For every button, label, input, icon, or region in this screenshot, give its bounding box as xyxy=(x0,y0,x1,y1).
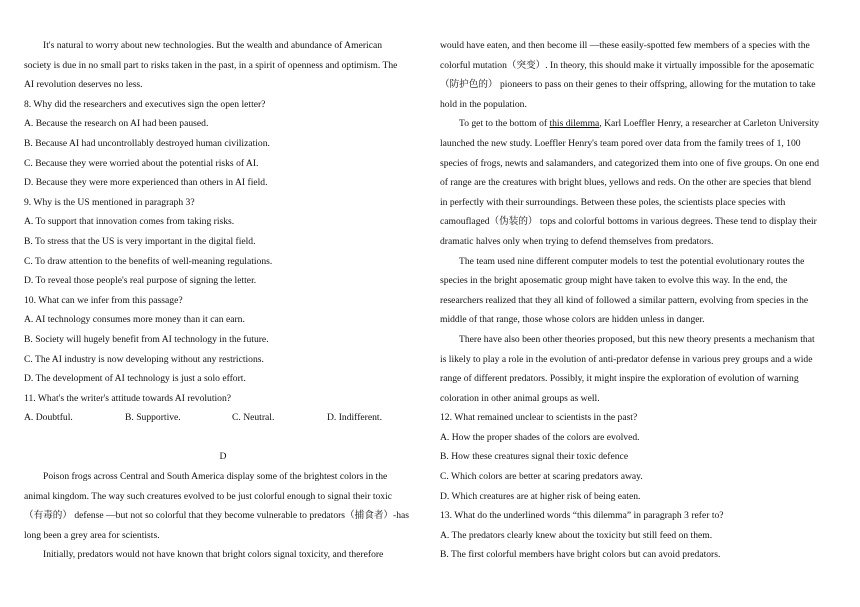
paragraph-line: would have eaten, and then become ill —these easily-spotted few members of a species with the xyxy=(440,40,810,51)
paragraph-line: species of frogs, newts and salamanders, and categorized them into one of five groups. On one end xyxy=(440,157,820,169)
paragraph-line: is likely to play a role in the evolution of anti-predator defense in various prey groups and a wide xyxy=(440,353,813,365)
paragraph-line: dramatic halves only when trying to defend themselves from predators. xyxy=(440,235,714,247)
options-11 xyxy=(24,408,422,428)
option-11b: B. Supportive. xyxy=(125,412,181,424)
option-11c: C. Neutral. xyxy=(232,412,275,424)
paragraph-line: species in the bright aposematic group might have taken to evolve this way. In the end, the xyxy=(440,275,788,287)
option-8b: B. Because AI had uncontrollably destroyed human civilization. xyxy=(24,137,270,149)
option-10b: B. Society will hugely benefit from AI technology in the future. xyxy=(24,333,269,345)
paragraph-line xyxy=(440,114,838,134)
question-10: 10. What can we infer from this passage? xyxy=(24,294,183,306)
option-9d: D. To reveal those people's real purpose of signing the letter. xyxy=(24,275,257,287)
left-column xyxy=(24,36,422,565)
option-10c: C. The AI industry is now developing without any restrictions. xyxy=(24,353,264,365)
paragraph-line: society is due in no small part to risks taken in the past, in a spirit of openness and optimism. The xyxy=(24,59,398,71)
paragraph-line: researchers realized that they all kind of followed a similar pattern, evolving from species in the xyxy=(440,294,809,306)
paragraph-line: camouflaged（伪装的） tops and colorful bottoms in various degrees. These tend to display their xyxy=(440,216,817,228)
text-fragment: To get to the bottom of xyxy=(459,118,550,130)
option-11a: A. Doubtful. xyxy=(24,412,73,424)
paragraph-line: of range are the creatures with bright blues, yellows and reds. On the other are species that blend xyxy=(440,177,812,189)
option-12b: B. How these creatures signal their toxic defence xyxy=(440,451,629,463)
question-12: 12. What remained unclear to scientists in the past? xyxy=(440,412,638,424)
underlined-phrase: this dilemma xyxy=(549,118,600,130)
option-8d: D. Because they were more experienced than others in AI field. xyxy=(24,177,268,189)
paragraph-line: colorful mutation（突变）. In theory, this should make it virtually impossible for the aposematic xyxy=(440,59,815,71)
option-10d: D. The development of AI technology is just a solo effort. xyxy=(24,373,246,385)
paragraph-line: coloration in other animal groups as well. xyxy=(440,392,600,404)
paragraph-line: There have also been other theories proposed, but this new theory presents a mechanism that xyxy=(459,333,815,345)
paragraph-line: It's natural to worry about new technologies. But the wealth and abundance of American xyxy=(43,40,383,51)
paragraph-line: AI revolution deserves no less. xyxy=(24,79,143,91)
option-9c: C. To draw attention to the benefits of well-meaning regulations. xyxy=(24,255,273,267)
paragraph-line: The team used nine different computer models to test the potential evolutionary routes the xyxy=(459,255,805,267)
text-fragment: , Karl Loeffler Henry, a researcher at Carleton University xyxy=(599,118,820,130)
option-8c: C. Because they were worried about the potential risks of AI. xyxy=(24,157,259,169)
option-10a: A. AI technology consumes more money than it can earn. xyxy=(24,314,245,326)
paragraph-line: （防护色的） pioneers to pass on their genes to their offspring, allowing for the mutation to take xyxy=(440,79,816,91)
question-11: 11. What's the writer's attitude towards AI revolution? xyxy=(24,392,232,404)
question-13: 13. What do the underlined words “this dilemma” in paragraph 3 refer to? xyxy=(440,510,724,522)
option-11d: D. Indifferent. xyxy=(327,412,382,424)
option-9a: A. To support that innovation comes from taking risks. xyxy=(24,216,235,228)
right-column xyxy=(440,36,838,565)
question-9: 9. Why is the US mentioned in paragraph 3? xyxy=(24,196,195,208)
paragraph-line: Initially, predators would not have known that bright colors signal toxicity, and therefore xyxy=(43,549,384,561)
paragraph-line: middle of that range, those whose colors are hidden unless in danger. xyxy=(440,314,705,326)
paragraph-line: animal kingdom. The way such creatures evolved to be just colorful enough to signal their toxic xyxy=(24,490,393,502)
option-9b: B. To stress that the US is very important in the digital field. xyxy=(24,235,256,247)
option-8a: A. Because the research on AI had been paused. xyxy=(24,118,209,130)
spacer xyxy=(24,428,422,448)
question-8: 8. Why did the researchers and executives sign the open letter? xyxy=(24,98,266,110)
paragraph-line: launched the new study. Loeffler Henry's team pored over data from the family trees of 1, 100 xyxy=(440,137,801,149)
option-12d: D. Which creatures are at higher risk of being eaten. xyxy=(440,490,641,502)
paragraph-line: in perfectly with their surroundings. Between these poles, the scientists place species with xyxy=(440,196,786,208)
paragraph-line: （有毒的） defense —but not so colorful that they become vulnerable to predators（捕食者）-has xyxy=(24,510,409,522)
paragraph-line: long been a grey area for scientists. xyxy=(24,529,160,541)
option-13a: A. The predators clearly knew about the toxicity but still feed on them. xyxy=(440,529,713,541)
section-d-heading: D xyxy=(219,451,227,463)
option-12a: A. How the proper shades of the colors are evolved. xyxy=(440,431,640,443)
option-12c: C. Which colors are better at scaring predators away. xyxy=(440,471,643,483)
paragraph-line: hold in the population. xyxy=(440,98,527,110)
paragraph-line: Poison frogs across Central and South America display some of the brightest colors in the xyxy=(43,471,388,483)
option-13b: B. The first colorful members have bright colors but can avoid predators. xyxy=(440,549,721,561)
paragraph-line: range of different predators. Possibly, it might inspire the exploration of evolution of warning xyxy=(440,373,799,385)
